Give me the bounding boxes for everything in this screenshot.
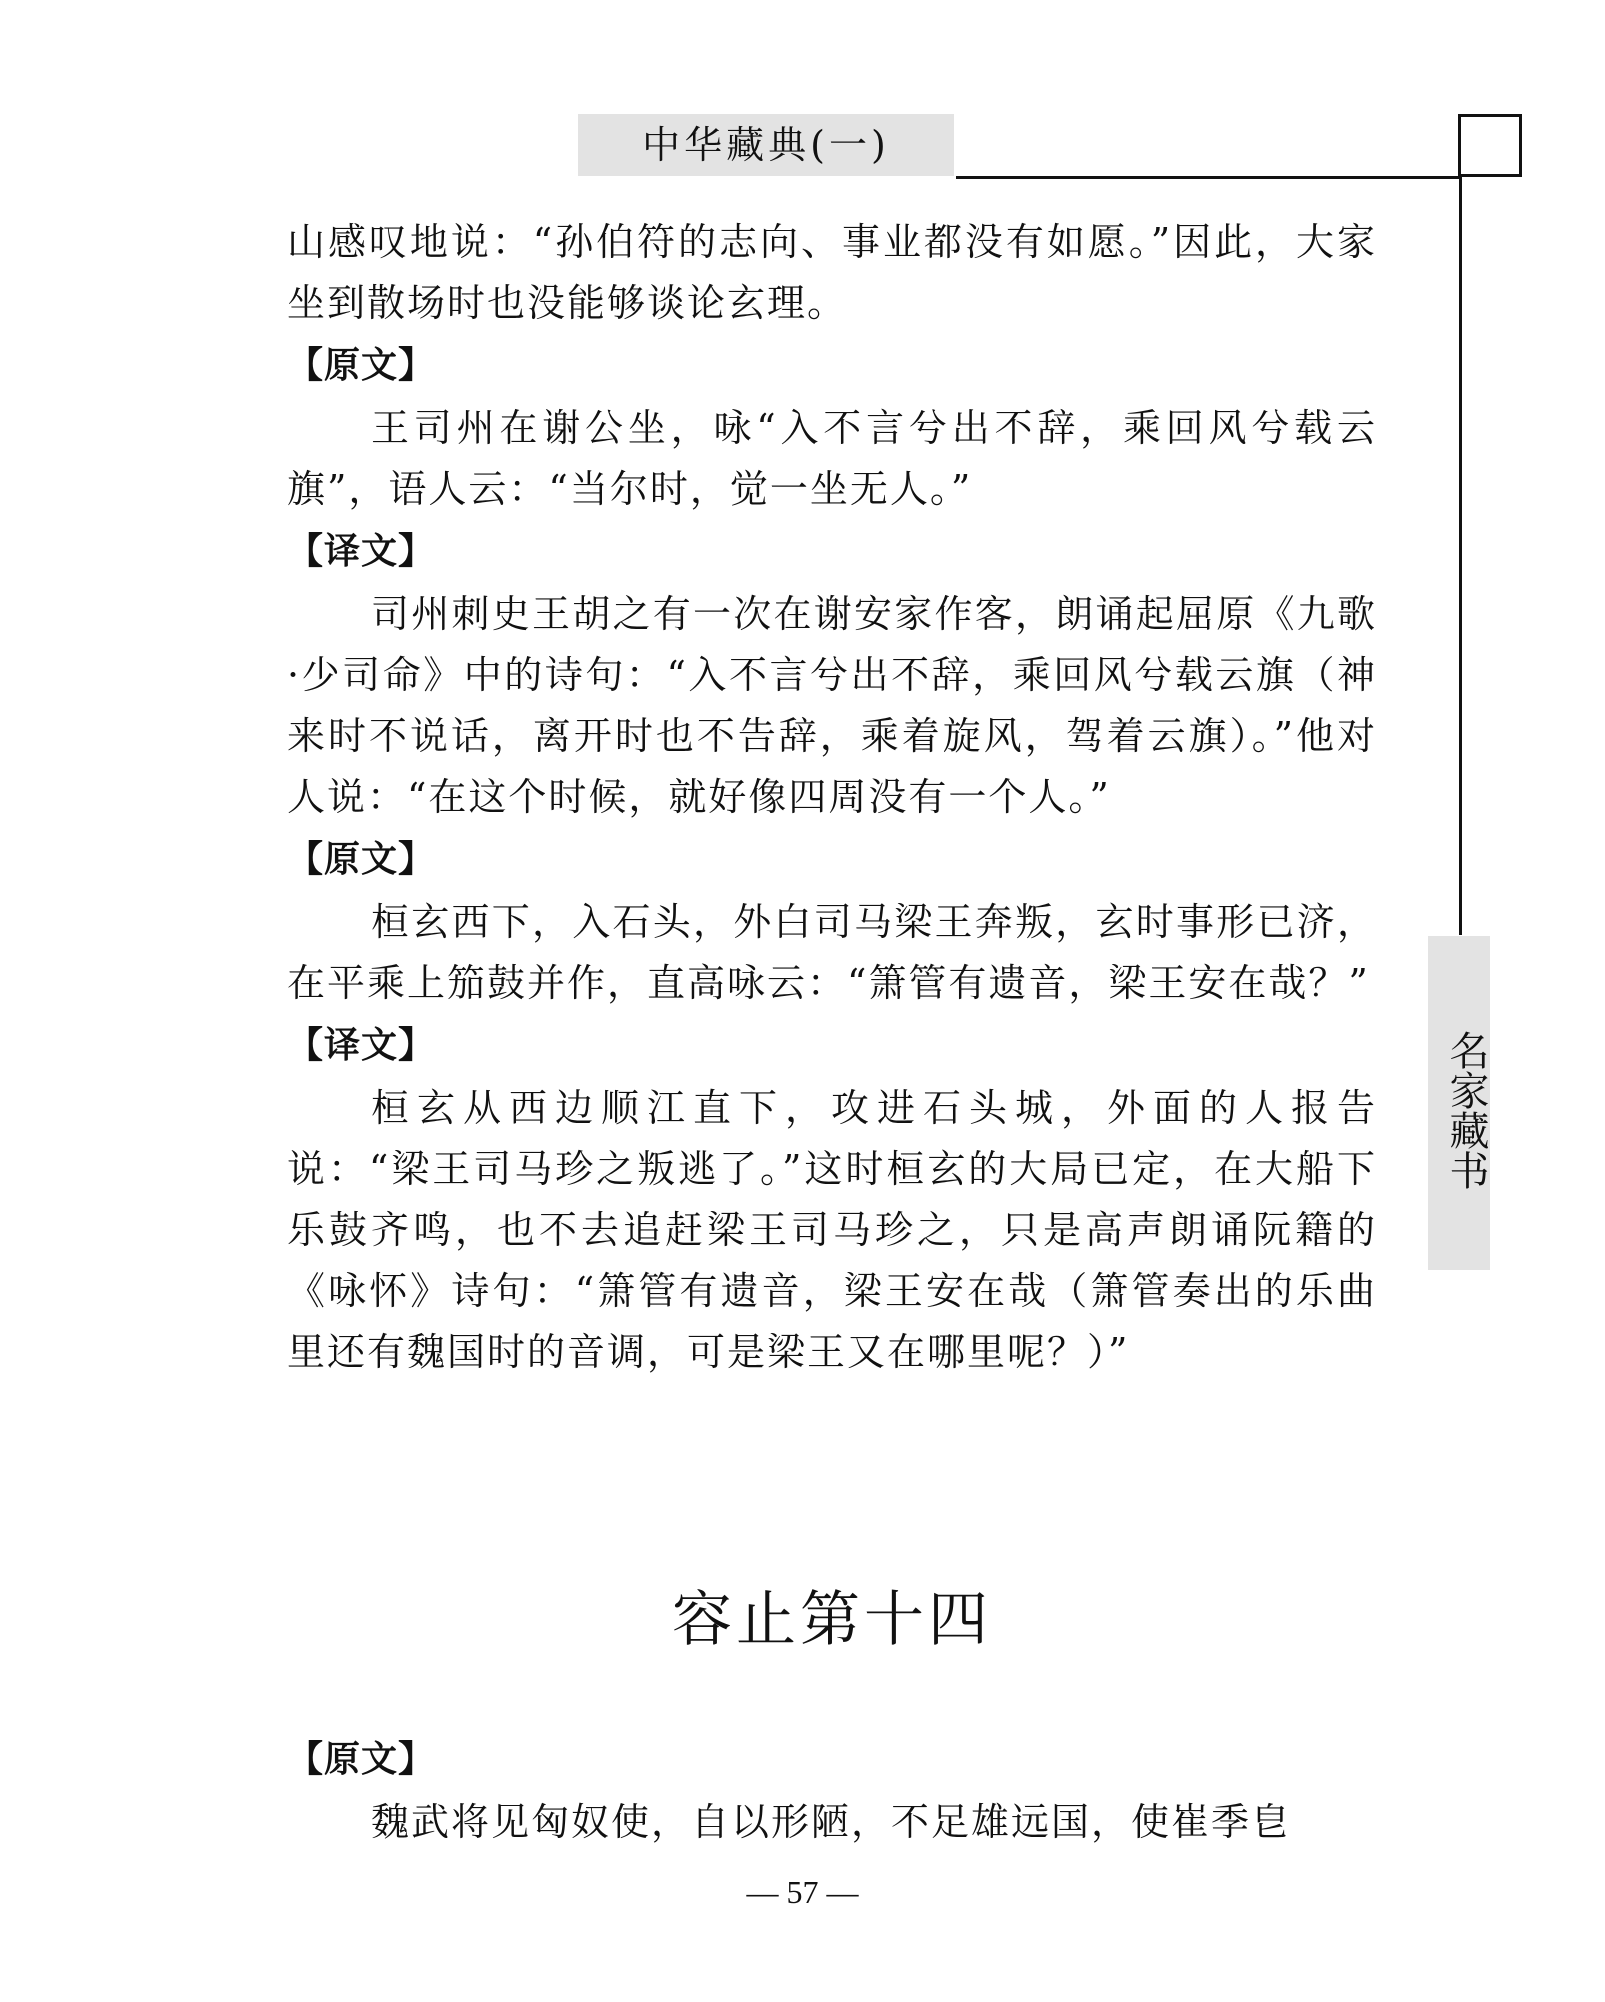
paragraph: 王司州在谢公坐，咏“入不言兮出不辞，乘回风兮载云旗”，语人云：“当尔时，觉一坐无人。” <box>287 406 1377 511</box>
side-rule <box>1459 177 1462 935</box>
chapter-title: 容止第十四 <box>672 1585 992 1655</box>
chapter-text <box>287 1728 1377 1853</box>
section-label-original: 【原文】 <box>287 1739 436 1780</box>
paragraph: 山感叹地说：“孙伯符的志向、事业都没有如愿。”因此，大家坐到散场时也没能够谈论玄理。 <box>287 220 1377 325</box>
paragraph: 司州刺史王胡之有一次在谢安家作客，朗诵起屈原《九歌·少司命》中的诗句：“入不言兮出不辞，乘回风兮载云旗（神来时不说话，离开时也不告辞，乘着旋风，驾着云旗）。”他对人说：“在这个时候，就好像四周没有一个人。” <box>287 592 1377 819</box>
paragraph: 魏武将见匈奴使，自以形陋，不足雄远国，使崔季皀 <box>371 1800 1292 1844</box>
section-label-translation: 【译文】 <box>287 531 436 572</box>
running-header-title: 中华藏典(一) <box>642 123 890 167</box>
paragraph: 桓玄从西边顺江直下，攻进石头城，外面的人报告说：“梁王司马珍之叛逃了。”这时桓玄的大局已定，在大船下乐鼓齐鸣，也不去追赶梁王司马珍之，只是高声朗诵阮籍的《咏怀》诗句：“箫管有遗音，梁王安在哉（箫管奏出的乐曲里还有魏国时的音调，可是梁王又在哪里呢？）” <box>287 1086 1377 1374</box>
section-label-translation: 【译文】 <box>287 1025 436 1066</box>
corner-box-ornament <box>1458 114 1522 177</box>
side-tab-label: 名家藏书 <box>1443 1030 1489 1190</box>
section-label-original: 【原文】 <box>287 839 436 880</box>
page-number: — 57 — <box>746 1874 859 1910</box>
section-label-original: 【原文】 <box>287 345 436 386</box>
paragraph: 桓玄西下，入石头，外白司马梁王奔叛，玄时事形已济，在平乘上笳鼓并作，直高咏云：“箫管有遗音，梁王安在哉？” <box>287 900 1377 1005</box>
main-text <box>287 212 1377 1383</box>
header-rule <box>956 176 1460 179</box>
